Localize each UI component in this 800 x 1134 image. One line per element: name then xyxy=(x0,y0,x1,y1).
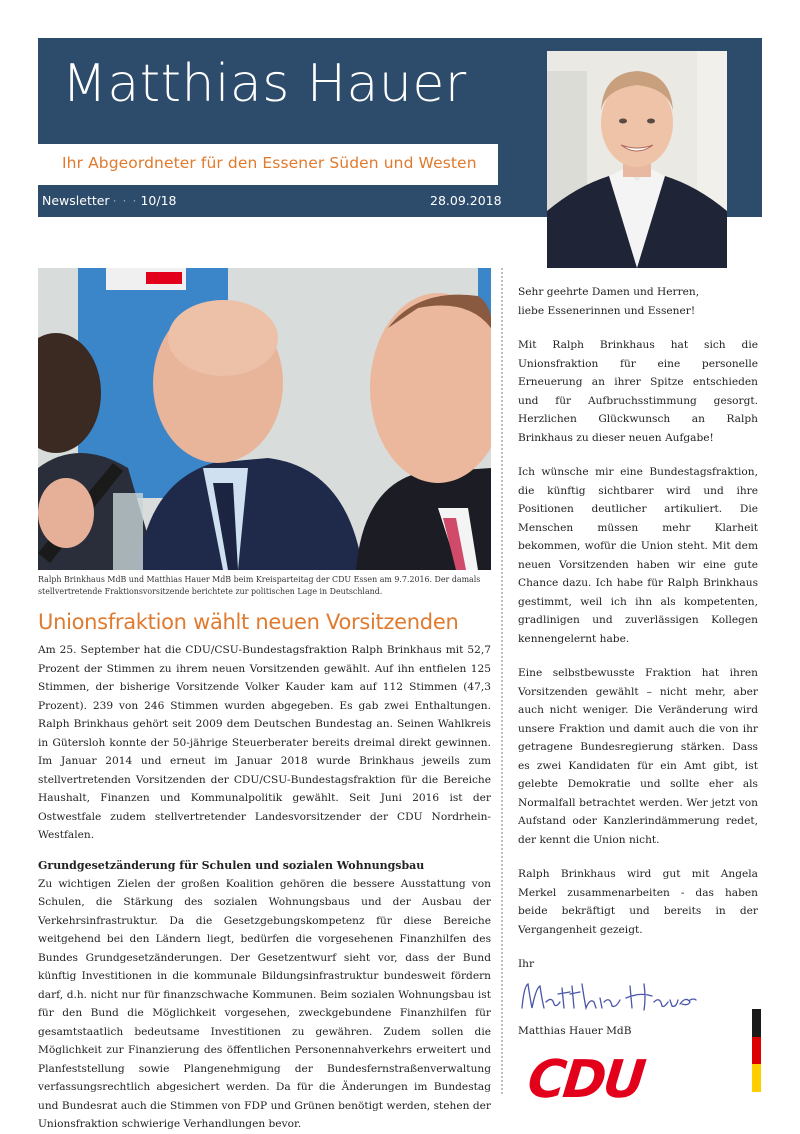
greeting-line-1: Sehr geehrte Damen und Herren, xyxy=(518,286,700,298)
flag-black xyxy=(752,1009,761,1037)
article-headline: Unionsfraktion wählt neuen Vorsitzenden xyxy=(38,610,459,634)
article-paragraph-2: Zu wichtigen Zielen der großen Koalition gehören die bessere Ausstattung von Schulen, die Stärkung des sozialen Wohnungsbaus und der Ausbau der Verkehrsinfrastruktur. Da die Gesetzgebungskompetenz für diese Bereiche weitgehend bei den Ländern liegt, bedürfen die vorgesehenen Finanzhilfen des Bundes Grundgesetzänderungen. Der Gesetzentwurf sieht vor, dass der Bund künftig Investitionen in die kommunale Bildungsinfrastruktur bundesweit fördern darf, d.h. nicht nur für finanzschwache Kommunen. Beim sozialen Wohnungsbau ist für den Bund die Möglichkeit vorgesehen, zweckgebundene Finanzhilfen für gesamtstaatlich bedeutsame Investitionen zu gewähren. Zudem sollen die Möglichkeit zur Finanzierung des öffentlichen Personennahverkehrs erweitert und Planfeststellung sowie Plangenehmigung der Bundesfernstraßenverwaltung verfassungsrechtlich abgesichert werden. Da für die Änderungen im Bundestag und Bundesrat auch die Stimmen von FDP und Grünen benötigt werden, stehen der Unionsfraktion schwierige Verhandlungen bevor. xyxy=(38,877,491,1130)
newsletter-issue xyxy=(42,193,176,208)
event-photo xyxy=(38,268,491,570)
letter-paragraph-1: Mit Ralph Brinkhaus hat sich die Unionsfraktion für eine personelle Erneuerung an ihrer Spitze entschieden und für Aufbruchsstimmung gesorgt. Herzlichen Glückwunsch an Ralph Brinkhaus zu dieser neuen Aufgabe! xyxy=(518,339,758,444)
letter-closing: Ihr xyxy=(518,958,535,970)
subtitle: Ihr Abgeordneter für den Essener Süden und Westen xyxy=(62,154,477,172)
page-title: Matthias Hauer xyxy=(62,54,467,114)
article-subheading: Grundgesetzänderung für Schulen und sozialen Wohnungsbau xyxy=(38,858,425,872)
letter-paragraph-4: Ralph Brinkhaus wird gut mit Angela Merkel zusammenarbeiten - das haben beide bekräftigt und bereits in der Vergangenheit gezeigt. xyxy=(518,868,758,936)
article-paragraph-1: Am 25. September hat die CDU/CSU-Bundestagsfraktion Ralph Brinkhaus mit 52,7 Prozent der Stimmen zu ihrem neuen Vorsitzenden gewählt. Auf ihn entfielen 125 Stimmen, der bisherige Vorsitzende Volker Kauder kam auf 112 Stimmen (47,3 Prozent). 239 von 246 Stimmen wurden abgegeben. Es gab zwei Enthaltungen. Ralph Brinkhaus gehört seit 2009 dem Deutschen Bundestag an. Seinen Wahlkreis in Gütersloh konnte der 50-jährige Steuerberater bereits dreimal direkt gewinnen. Im Januar 2014 und erneut im Januar 2018 wurde Brinkhaus jeweils zum stellvertretenden Vorsitzenden der CDU/CSU-Bundestagsfraktion für die Bereiche Haushalt, Finanzen und Kommunalpolitik gewählt. Seit Juni 2016 ist der Ostwestfale zudem stellvertretender Landesvorsitzender der CDU Nordrhein-Westfalen. xyxy=(38,644,491,841)
letter-paragraph-2: Ich wünsche mir eine Bundestagsfraktion, die künftig sichtbarer wird und ihre Positionen deutlicher artikuliert. Die Menschen müssen mehr Klarheit bekommen, wofür die Union steht. Mit dem neuen Vorsitzenden haben wir eine gute Chance dazu. Ich habe für Ralph Brinkhaus gestimmt, weil ich ihn als kompetenten, gradlinigen und zuverlässigen Kollegen kennengelernt habe. xyxy=(518,466,758,645)
newsletter-label: Newsletter xyxy=(42,193,110,208)
portrait-photo xyxy=(547,51,727,268)
separator-dots: · · · xyxy=(112,193,138,208)
letter-paragraph-3: Eine selbstbewusste Fraktion hat ihren Vorsitzenden gewählt – nicht mehr, aber auch nicht weniger. Die Veränderung wird unsere Fraktion und damit auch die von ihr getragene Bundesregierung stärken. Dass es zwei Kandidaten für ein Amt gibt, ist gelebte Demokratie und sollte eher als Normalfall betrachtet werden. Wer jetzt von Aufstand oder Kanzlerindämmerung redet, der kennt die Union nicht. xyxy=(518,667,758,846)
greeting-line-2: liebe Essenerinnen und Essener! xyxy=(518,304,696,317)
event-photo-illustration xyxy=(38,268,491,570)
flag-gold xyxy=(752,1064,761,1092)
column-divider xyxy=(501,268,503,1094)
portrait-illustration xyxy=(547,51,727,268)
letter-greeting xyxy=(518,283,758,320)
letter-column xyxy=(518,283,758,1040)
flag-red xyxy=(752,1037,761,1065)
signature xyxy=(518,978,698,1018)
article-column xyxy=(38,268,491,1134)
photo-caption: Ralph Brinkhaus MdB und Matthias Hauer MdB beim Kreisparteitag der CDU Essen am 9.7.2016. Der damals stellvertretende Fraktionsvorsitzende berichtete zur politischen Lage in Deutschland. xyxy=(38,575,481,596)
cdu-logo: CDU xyxy=(524,1050,646,1110)
german-flag-stripe xyxy=(752,1009,761,1092)
signer-name: Matthias Hauer MdB xyxy=(518,1024,632,1037)
newsletter-date: 28.09.2018 xyxy=(430,193,502,208)
issue-number: 10/18 xyxy=(140,193,177,208)
